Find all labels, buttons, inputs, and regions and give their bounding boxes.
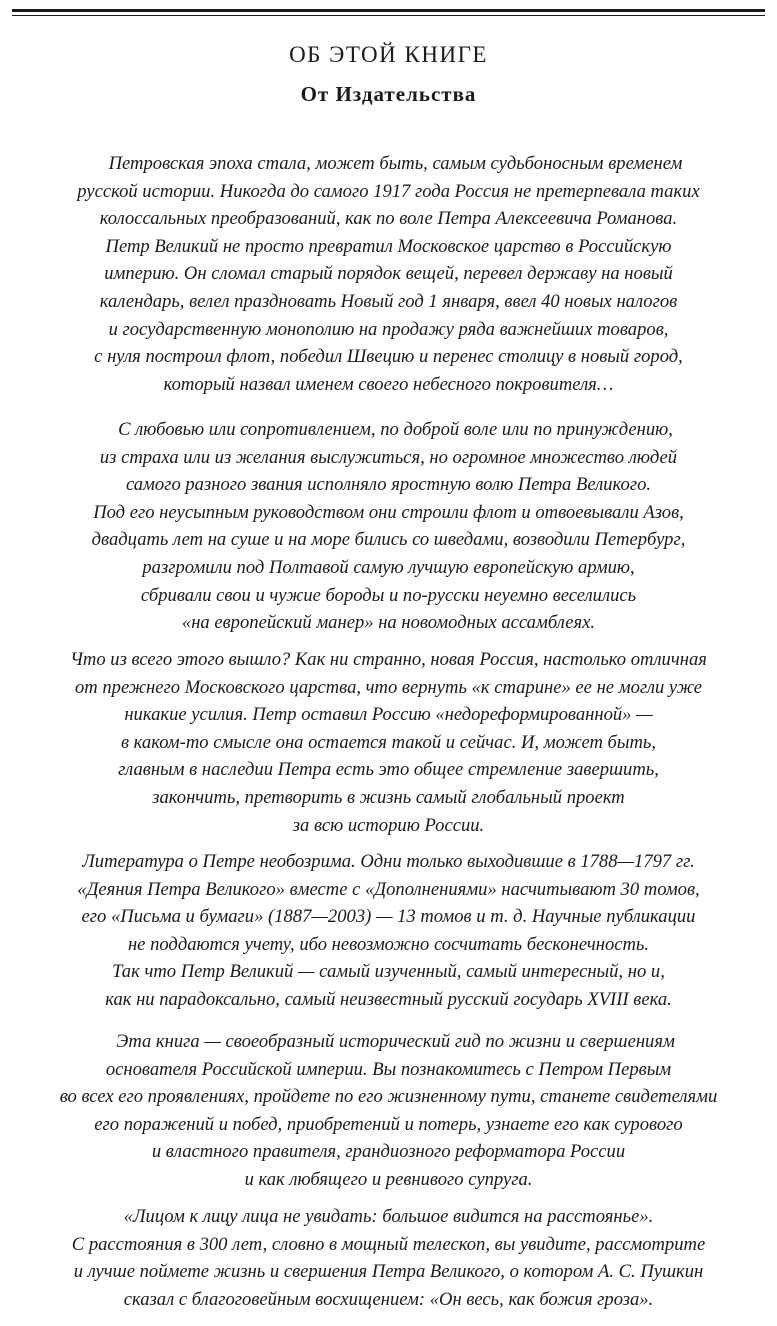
text-line: «Лицом к лицу лица не увидать: большое видится на расстоянье». <box>123 1206 654 1227</box>
page-title: ОБ ЭТОЙ КНИГЕ <box>289 42 488 67</box>
text-line: сказал с благоговейным восхищением: «Он весь, как божия гроза». <box>123 1288 654 1310</box>
text-line: от прежнего Московского царства, что вернуть «к старине» ее не могли уже <box>74 676 703 698</box>
text-line: не поддаются учету, ибо невозможно сосчитать бесконечность. <box>127 933 650 955</box>
text-line: колоссальных преобразований, как по воле Петра Алексеевича Романова. <box>99 208 678 230</box>
text-line: и властного правителя, грандиозного реформатора России <box>151 1141 626 1163</box>
text-line: из страха или из желания выслужиться, но огромное множество людей <box>99 446 678 468</box>
text-line: который назвал именем своего небесного покровителя… <box>163 373 614 395</box>
text-line: календарь, велел праздновать Новый год 1 января, ввел 40 новых налогов <box>99 290 678 312</box>
text-line: империю. Он сломал старый порядок вещей, перевел державу на новый <box>104 263 673 285</box>
text-line: Под его неусыпным руководством они строили флот и отвоевывали Азов, <box>93 501 684 523</box>
text-line: С расстояния в 300 лет, словно в мощный телескоп, вы увидите, рассмотрите <box>71 1233 706 1255</box>
text-line: Что из всего этого вышло? Как ни странно, новая Россия, настолько отличная <box>70 649 707 670</box>
text-line: во всех его проявлениях, пройдете по его жизненному пути, станете свидетелями <box>59 1086 718 1108</box>
text-line: как ни парадоксально, самый неизвестный русский государь XVIII века. <box>105 988 672 1010</box>
text-line: в каком-то смысле она остается такой и сейчас. И, может быть, <box>120 731 657 753</box>
text-line: русской истории. Никогда до самого 1917 года Россия не претерпевала таких <box>77 180 700 202</box>
text-line: никакие усилия. Петр оставил Россию «недореформированной» — <box>124 704 653 726</box>
text-line: сбривали свои и чужие бороды и по-русски неуемно веселились <box>140 584 637 606</box>
text-line: самого разного звания исполняло яростную волю Петра Великого. <box>125 474 652 496</box>
text-line: Эта книга — своеобразный исторический гид по жизни и свершениям <box>116 1031 675 1052</box>
text-line: и государственную монополию на продажу ряда важнейших товаров, <box>108 318 669 340</box>
paragraph-1 <box>0 150 777 398</box>
page-subtitle: От Издательства <box>300 82 477 106</box>
text-line: «Деяния Петра Великого» вместе с «Дополнениями» насчитывают 30 томов, <box>77 878 700 900</box>
text-line: Петровская эпоха стала, может быть, самым судьбоносным временем <box>108 153 683 174</box>
top-rule-thin <box>12 15 765 16</box>
paragraph-6 <box>0 1203 777 1313</box>
text-line: за всю историю России. <box>292 814 485 836</box>
text-line: двадцать лет на суше и на море бились со шведами, возводили Петербург, <box>91 529 686 551</box>
top-rule-thick <box>12 9 765 12</box>
text-line: его поражений и побед, приобретений и потерь, узнаете его как сурового <box>94 1113 683 1135</box>
text-line: закончить, претворить в жизнь самый глобальный проект <box>152 786 625 808</box>
text-line: главным в наследии Петра есть это общее стремление завершить, <box>118 759 659 781</box>
text-line: «на европейский манер» на новомодных ассамблеях. <box>181 612 596 634</box>
text-line: основателя Российской империи. Вы познакомитесь с Петром Первым <box>105 1058 672 1080</box>
paragraph-2 <box>0 416 777 637</box>
paragraph-4 <box>0 848 777 1014</box>
text-line: с нуля построил флот, победил Швецию и перенес столицу в новый город, <box>94 346 683 368</box>
text-line: его «Письма и бумаги» (1887—2003) — 13 томов и т. д. Научные публикации <box>81 906 696 928</box>
text-line: разгромили под Полтавой самую лучшую европейскую армию, <box>142 556 635 578</box>
text-line: и лучше поймете жизнь и свершения Петра Великого, о котором А. С. Пушкин <box>73 1261 704 1283</box>
text-line: Литература о Петре необозрима. Одни только выходившие в 1788—1797 гг. <box>82 851 695 872</box>
text-line: С любовью или сопротивлением, по доброй воле или по принуждению, <box>118 419 673 440</box>
paragraph-3 <box>0 646 777 839</box>
text-line: Петр Великий не просто превратил Московское царство в Российскую <box>105 235 672 257</box>
paragraph-5 <box>0 1028 777 1194</box>
text-line: Так что Петр Великий — самый изученный, самый интересный, но и, <box>112 961 665 983</box>
text-line: и как любящего и ревнивого супруга. <box>244 1168 533 1190</box>
